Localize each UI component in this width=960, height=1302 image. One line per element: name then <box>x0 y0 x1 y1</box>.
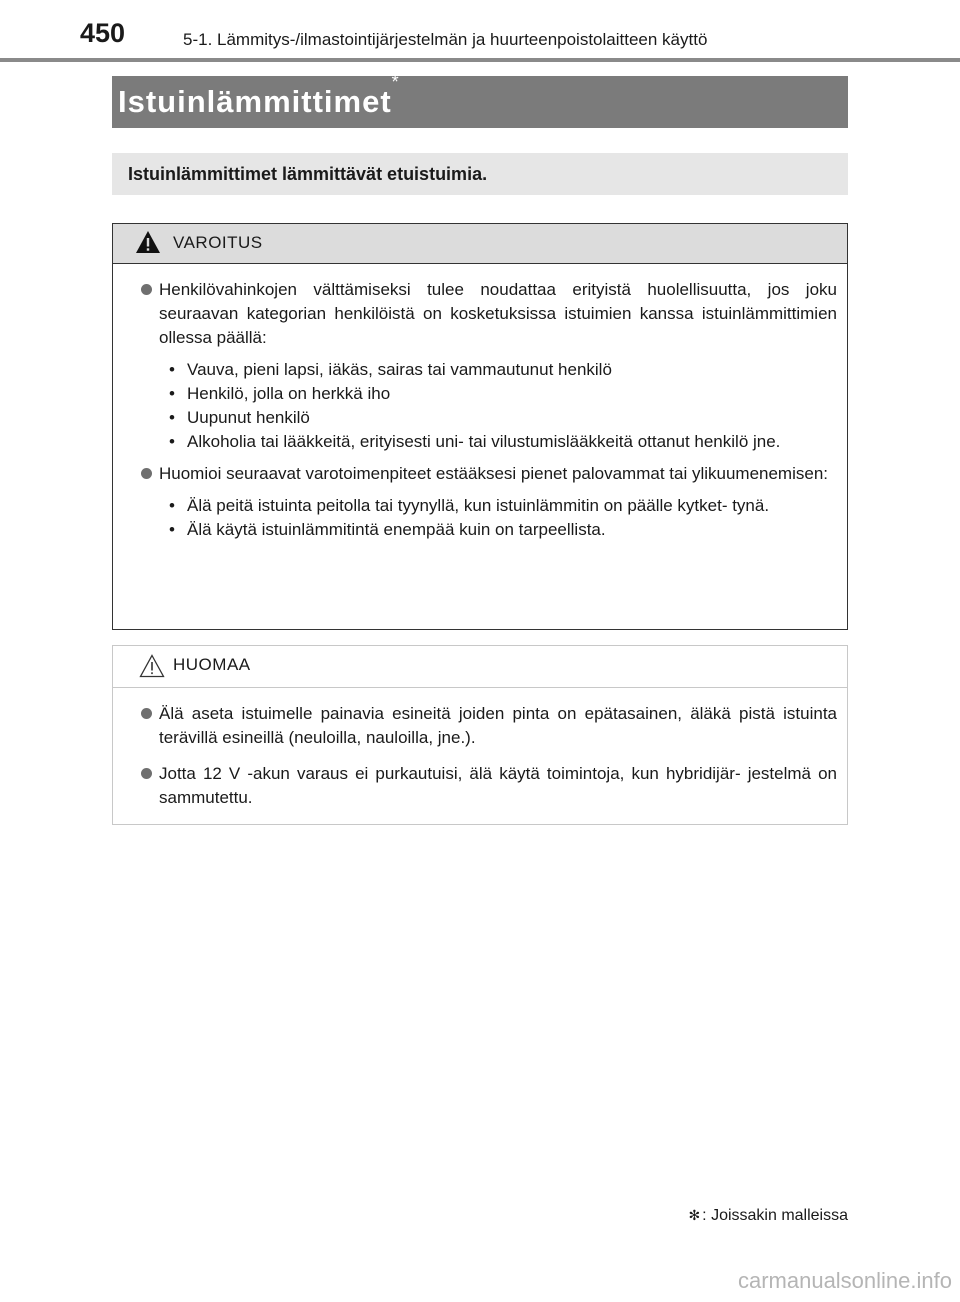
section-title: 5-1. Lämmitys-/ilmastointijärjestelmän ja huurteenpoistolaitteen käyttö <box>183 30 708 49</box>
footnote <box>688 1207 848 1225</box>
bullet-dot-icon <box>141 284 152 295</box>
list-item: • Vauva, pieni lapsi, iäkäs, sairas tai vammautunut henkilö <box>169 358 837 382</box>
section-heading-bar <box>112 72 848 128</box>
list-item: • Alkoholia tai lääkkeitä, erityisesti uni- tai vilustumislääkkeitä ottanut henkilö jne. <box>169 430 837 454</box>
warning-label: VAROITUS <box>173 233 263 252</box>
notice-box <box>112 645 848 825</box>
notice-item <box>129 762 837 810</box>
notice-body <box>113 688 847 810</box>
header-rule <box>0 58 960 62</box>
page-header <box>0 0 960 62</box>
list-item: • Älä käytä istuinlämmitintä enempää kuin on tarpeellista. <box>169 518 837 542</box>
warning-item-text: Henkilövahinkojen välttämiseksi tulee noudattaa erityistä huolellisuutta, jos joku seuraavan kategorian henkilöistä on kosketuksissa istuimien kanssa istuinlämmittimien ollessa päällä: <box>159 280 837 347</box>
warning-box <box>112 223 848 630</box>
notice-header <box>113 646 847 688</box>
warning-sub-list <box>129 494 837 542</box>
caution-triangle-icon <box>139 654 165 678</box>
watermark: carmanualsonline.info <box>737 1268 952 1293</box>
list-item: • Uupunut henkilö <box>169 406 837 430</box>
warning-sub-list <box>129 358 837 454</box>
section-heading: Istuinlämmittimet <box>118 84 392 119</box>
notice-label: HUOMAA <box>173 655 251 674</box>
bullet-dot-icon <box>141 708 152 719</box>
intro-bar <box>112 153 848 195</box>
asterisk-icon: ✻ <box>688 1207 701 1223</box>
intro-text: Istuinlämmittimet lämmittävät etuistuimia. <box>128 164 488 184</box>
list-item: • Älä peitä istuinta peitolla tai tyynyllä, kun istuinlämmitin on päälle kytket- tynä. <box>169 494 837 518</box>
list-item: • Henkilö, jolla on herkkä iho <box>169 382 837 406</box>
warning-item-text: Huomioi seuraavat varotoimenpiteet estääksesi pienet palovammat tai ylikuumenemisen: <box>159 464 829 483</box>
asterisk-icon: * <box>391 72 399 92</box>
warning-item <box>129 462 837 486</box>
notice-item <box>129 702 837 750</box>
bullet-dot-icon <box>141 468 152 479</box>
page-number: 450 <box>80 18 126 48</box>
warning-item <box>129 278 837 350</box>
footnote-text: : Joissakin malleissa <box>702 1207 848 1224</box>
warning-body <box>113 264 847 542</box>
notice-item-text: Jotta 12 V -akun varaus ei purkautuisi, älä käytä toimintoja, kun hybridijär- jestelmä on sammutettu. <box>159 764 837 807</box>
warning-header <box>113 224 847 264</box>
warning-triangle-icon <box>135 230 161 254</box>
bullet-dot-icon <box>141 768 152 779</box>
notice-item-text: Älä aseta istuimelle painavia esineitä joiden pinta on epätasainen, äläkä pistä istuinta terävillä esineillä (neuloilla, nauloilla, jne.). <box>159 704 837 747</box>
